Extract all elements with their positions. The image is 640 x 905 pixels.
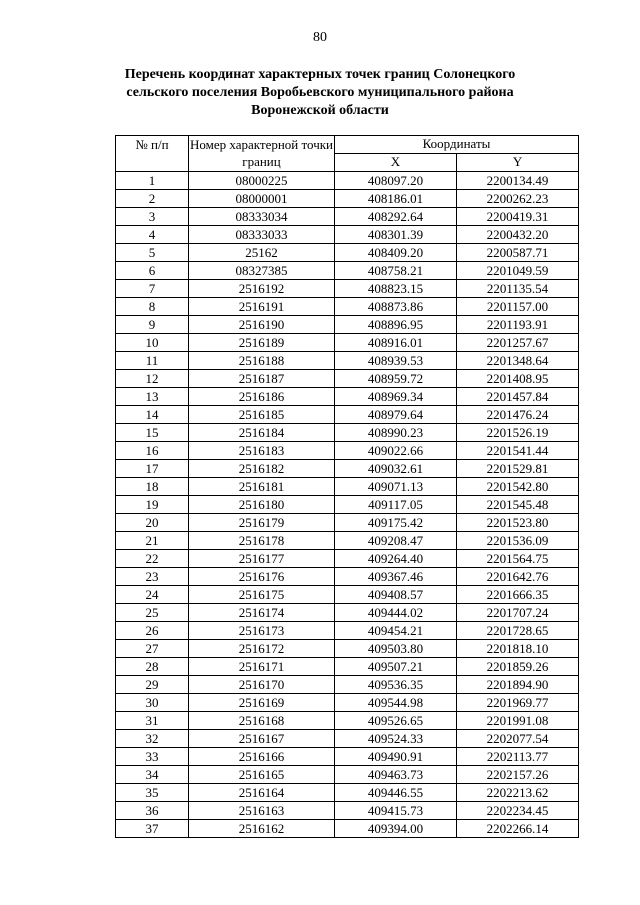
row-number: 2	[116, 190, 189, 208]
coord-y: 2202234.45	[457, 802, 579, 820]
coord-x: 409526.65	[335, 712, 457, 730]
header-point-number: Номер характерной точки границ	[189, 136, 335, 172]
row-number: 7	[116, 280, 189, 298]
coord-y: 2201991.08	[457, 712, 579, 730]
coord-x: 409454.21	[335, 622, 457, 640]
coord-y: 2200419.31	[457, 208, 579, 226]
header-x: X	[335, 154, 457, 172]
row-number: 28	[116, 658, 189, 676]
point-number: 2516171	[189, 658, 335, 676]
coordinates-table	[115, 135, 579, 838]
point-number: 2516170	[189, 676, 335, 694]
coord-x: 408409.20	[335, 244, 457, 262]
table-row	[116, 316, 579, 334]
point-number: 2516175	[189, 586, 335, 604]
table-row	[116, 496, 579, 514]
point-number: 2516176	[189, 568, 335, 586]
coord-x: 408959.72	[335, 370, 457, 388]
point-number: 08000001	[189, 190, 335, 208]
coord-y: 2202077.54	[457, 730, 579, 748]
coord-y: 2201859.26	[457, 658, 579, 676]
coord-y: 2201818.10	[457, 640, 579, 658]
point-number: 2516189	[189, 334, 335, 352]
row-number: 12	[116, 370, 189, 388]
coord-y: 2201564.75	[457, 550, 579, 568]
coord-x: 409463.73	[335, 766, 457, 784]
point-number: 2516167	[189, 730, 335, 748]
coord-y: 2201476.24	[457, 406, 579, 424]
coord-y: 2201257.67	[457, 334, 579, 352]
table-row	[116, 784, 579, 802]
table-row	[116, 712, 579, 730]
document-title	[100, 66, 540, 120]
title-line-3: Воронежской области	[251, 103, 389, 118]
coord-y: 2201728.65	[457, 622, 579, 640]
table-row	[116, 820, 579, 838]
row-number: 13	[116, 388, 189, 406]
table-row	[116, 514, 579, 532]
coord-x: 409536.35	[335, 676, 457, 694]
row-number: 17	[116, 460, 189, 478]
coord-x: 408292.64	[335, 208, 457, 226]
table-row	[116, 532, 579, 550]
point-number: 08333034	[189, 208, 335, 226]
table-row	[116, 694, 579, 712]
point-number: 2516191	[189, 298, 335, 316]
table-row	[116, 748, 579, 766]
point-number: 2516182	[189, 460, 335, 478]
coord-x: 409264.40	[335, 550, 457, 568]
row-number: 1	[116, 172, 189, 190]
point-number: 2516165	[189, 766, 335, 784]
coord-x: 408823.15	[335, 280, 457, 298]
coord-y: 2200134.49	[457, 172, 579, 190]
row-number: 19	[116, 496, 189, 514]
coord-y: 2202266.14	[457, 820, 579, 838]
coord-x: 408873.86	[335, 298, 457, 316]
coord-x: 409544.98	[335, 694, 457, 712]
coord-x: 409446.55	[335, 784, 457, 802]
coord-y: 2201666.35	[457, 586, 579, 604]
coord-y: 2201523.80	[457, 514, 579, 532]
coord-x: 408301.39	[335, 226, 457, 244]
table-row	[116, 460, 579, 478]
point-number: 2516183	[189, 442, 335, 460]
coord-x: 408097.20	[335, 172, 457, 190]
row-number: 9	[116, 316, 189, 334]
row-number: 35	[116, 784, 189, 802]
coord-y: 2200432.20	[457, 226, 579, 244]
point-number: 2516164	[189, 784, 335, 802]
coord-x: 409524.33	[335, 730, 457, 748]
point-number: 2516188	[189, 352, 335, 370]
row-number: 3	[116, 208, 189, 226]
table-row	[116, 226, 579, 244]
table-row	[116, 298, 579, 316]
coord-x: 409367.46	[335, 568, 457, 586]
table-row	[116, 424, 579, 442]
point-number: 2516163	[189, 802, 335, 820]
header-y: Y	[457, 154, 579, 172]
row-number: 16	[116, 442, 189, 460]
coord-y: 2202213.62	[457, 784, 579, 802]
point-number: 2516185	[189, 406, 335, 424]
row-number: 20	[116, 514, 189, 532]
point-number: 2516186	[189, 388, 335, 406]
table-row	[116, 208, 579, 226]
coord-y: 2201135.54	[457, 280, 579, 298]
row-number: 8	[116, 298, 189, 316]
table-row	[116, 658, 579, 676]
header-coordinates: Координаты	[335, 136, 579, 154]
coord-y: 2201541.44	[457, 442, 579, 460]
point-number: 2516173	[189, 622, 335, 640]
coord-x: 409032.61	[335, 460, 457, 478]
point-number: 2516169	[189, 694, 335, 712]
table-row	[116, 334, 579, 352]
point-number: 2516181	[189, 478, 335, 496]
row-number: 34	[116, 766, 189, 784]
table-row	[116, 766, 579, 784]
header-number: № п/п	[116, 136, 189, 172]
coord-y: 2201707.24	[457, 604, 579, 622]
coord-x: 408969.34	[335, 388, 457, 406]
coord-x: 409490.91	[335, 748, 457, 766]
coord-x: 409444.02	[335, 604, 457, 622]
coord-y: 2201542.80	[457, 478, 579, 496]
coord-x: 409415.73	[335, 802, 457, 820]
row-number: 36	[116, 802, 189, 820]
row-number: 21	[116, 532, 189, 550]
table-body	[116, 172, 579, 838]
table-row	[116, 604, 579, 622]
point-number: 2516178	[189, 532, 335, 550]
coord-x: 408916.01	[335, 334, 457, 352]
point-number: 2516177	[189, 550, 335, 568]
table-row	[116, 370, 579, 388]
table-row	[116, 586, 579, 604]
row-number: 30	[116, 694, 189, 712]
row-number: 5	[116, 244, 189, 262]
point-number: 2516166	[189, 748, 335, 766]
row-number: 18	[116, 478, 189, 496]
coord-x: 409071.13	[335, 478, 457, 496]
coord-y: 2201193.91	[457, 316, 579, 334]
row-number: 11	[116, 352, 189, 370]
row-number: 23	[116, 568, 189, 586]
coord-x: 408896.95	[335, 316, 457, 334]
coord-y: 2201457.84	[457, 388, 579, 406]
table-row	[116, 622, 579, 640]
coord-x: 409503.80	[335, 640, 457, 658]
point-number: 2516190	[189, 316, 335, 334]
table-row	[116, 172, 579, 190]
coord-y: 2201536.09	[457, 532, 579, 550]
coord-x: 409394.00	[335, 820, 457, 838]
coord-x: 409117.05	[335, 496, 457, 514]
table-row	[116, 568, 579, 586]
row-number: 15	[116, 424, 189, 442]
coord-y: 2201157.00	[457, 298, 579, 316]
table-row	[116, 262, 579, 280]
page-number: 80	[313, 30, 327, 45]
coord-y: 2201049.59	[457, 262, 579, 280]
row-number: 25	[116, 604, 189, 622]
point-number: 2516192	[189, 280, 335, 298]
coord-x: 409175.42	[335, 514, 457, 532]
point-number: 25162	[189, 244, 335, 262]
coord-y: 2201408.95	[457, 370, 579, 388]
point-number: 2516162	[189, 820, 335, 838]
table-row	[116, 388, 579, 406]
row-number: 22	[116, 550, 189, 568]
row-number: 27	[116, 640, 189, 658]
table-row	[116, 280, 579, 298]
coord-y: 2200587.71	[457, 244, 579, 262]
coord-x: 409507.21	[335, 658, 457, 676]
coord-y: 2201894.90	[457, 676, 579, 694]
table-row	[116, 550, 579, 568]
coord-y: 2201529.81	[457, 460, 579, 478]
title-line-1: Перечень координат характерных точек границ Солонецкого	[124, 67, 516, 82]
coord-x: 409022.66	[335, 442, 457, 460]
row-number: 37	[116, 820, 189, 838]
coord-y: 2201348.64	[457, 352, 579, 370]
point-number: 2516179	[189, 514, 335, 532]
table-row	[116, 244, 579, 262]
point-number: 08000225	[189, 172, 335, 190]
row-number: 32	[116, 730, 189, 748]
coord-y: 2201526.19	[457, 424, 579, 442]
coord-y: 2202157.26	[457, 766, 579, 784]
table-row	[116, 190, 579, 208]
row-number: 24	[116, 586, 189, 604]
row-number: 26	[116, 622, 189, 640]
row-number: 10	[116, 334, 189, 352]
coord-x: 408758.21	[335, 262, 457, 280]
table-row	[116, 730, 579, 748]
point-number: 2516180	[189, 496, 335, 514]
table-row	[116, 676, 579, 694]
point-number: 2516184	[189, 424, 335, 442]
coord-y: 2200262.23	[457, 190, 579, 208]
point-number: 08327385	[189, 262, 335, 280]
row-number: 6	[116, 262, 189, 280]
row-number: 4	[116, 226, 189, 244]
coord-y: 2201969.77	[457, 694, 579, 712]
row-number: 33	[116, 748, 189, 766]
coord-y: 2201545.48	[457, 496, 579, 514]
point-number: 2516172	[189, 640, 335, 658]
table-row	[116, 442, 579, 460]
coord-x: 409408.57	[335, 586, 457, 604]
point-number: 2516187	[189, 370, 335, 388]
table-row	[116, 406, 579, 424]
title-line-2: сельского поселения Воробьевского муниципального района	[126, 85, 514, 100]
coord-x: 408186.01	[335, 190, 457, 208]
coord-x: 408979.64	[335, 406, 457, 424]
table-row	[116, 640, 579, 658]
table-row	[116, 802, 579, 820]
point-number: 2516174	[189, 604, 335, 622]
table-row	[116, 352, 579, 370]
row-number: 31	[116, 712, 189, 730]
table-row	[116, 478, 579, 496]
coord-x: 409208.47	[335, 532, 457, 550]
row-number: 14	[116, 406, 189, 424]
coord-x: 408990.23	[335, 424, 457, 442]
point-number: 08333033	[189, 226, 335, 244]
coord-y: 2202113.77	[457, 748, 579, 766]
coord-y: 2201642.76	[457, 568, 579, 586]
point-number: 2516168	[189, 712, 335, 730]
coord-x: 408939.53	[335, 352, 457, 370]
row-number: 29	[116, 676, 189, 694]
